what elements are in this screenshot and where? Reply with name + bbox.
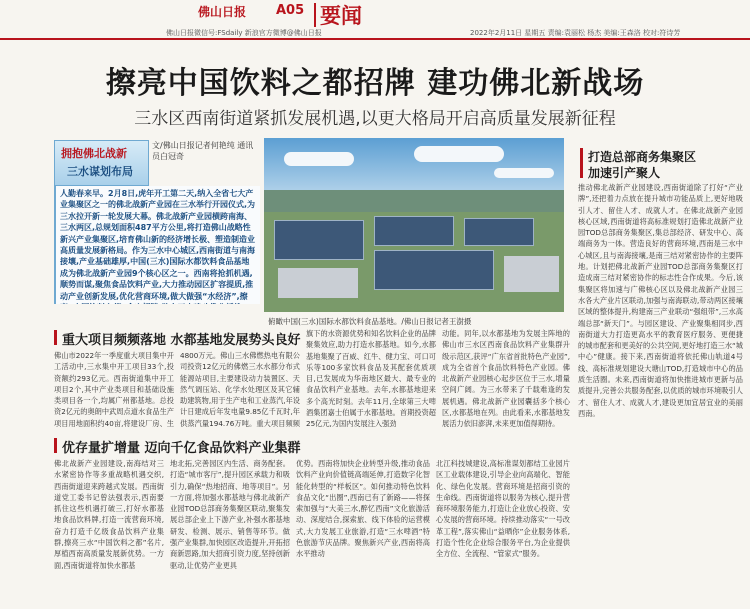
- section2-col4: 北江科技城建设,高标准谋划都结工业园片区工业载体建设,引导企业向高端化、智能化、绿色化发展。营商环境是招商引资的生命线。西南街道将以服务为核心,提升营商环境服务能力,打造让企业放心投资、安心发展的营商环境。持续推动落实“一号改革工程”,落实佛山“益晒你”企业服务体系,打造个性化企业综合服务平台,为企业提供全方位、全流程、“管家式”服务。: [436, 459, 570, 559]
- factory-roof: [464, 218, 534, 246]
- section1-title: 重大项目频频落地 水都基地发展势头良好: [62, 333, 301, 348]
- section-divider: [314, 3, 316, 27]
- section2-heading: [54, 436, 374, 456]
- section2-col1: 佛北战新产业园建设,南海结对三水紧密协作等多重战略机遇交织,西南街道迎来跨越式发展。西南街道党工委书记曾法强表示,西南要抓住这些机遇打破三,打好水都基地食品饮料牌,打造一流营商环境,奋力打造千亿级食品饮料产业集群,擦亮三水“中国饮料之都”名片,厚植西南高质量发展新优势。一方面,西南街道将加快水都基: [54, 459, 164, 570]
- main-headline: 擦亮中国饮料之都招牌 建功佛北新战场: [105, 66, 645, 101]
- masthead-rule: [0, 38, 750, 40]
- newspaper-logo: 佛山日报: [198, 5, 247, 19]
- factory-roof: [374, 250, 494, 290]
- section-name: 要闻: [320, 3, 362, 28]
- social-accounts: 佛山日报微信号:FSdaily 新浪官方微博@佛山日报: [166, 29, 322, 37]
- photo-caption: 俯瞰中国(三水)国际水都饮料食品基地。/佛山日报记者王澍摄: [264, 312, 564, 328]
- byline: 文/佛山日报记者何艳纯 通讯员白冠奇: [152, 141, 254, 161]
- factory-roof: [374, 216, 454, 246]
- factory-roof: [504, 256, 559, 292]
- right-column-body: 推动佛北战新产业园建设,西南街道除了打好“产业牌”,还把着力点放在提升城市功能品质上,更好地吸引人才、留住人才、成就人才。在佛北战新产业园核心区域,西南街道将高标准规划打造佛北战新产业园TOD总部商务集聚区,集总部经济、研发中心、高端商务为一体。营造良好的营商环境,西南是三水中心城区,且与南海接壤,是南三结对紧密协作的主要阵地。计划把佛北战新产业园TOD总部商务集聚区打造成南三结对紧密协作的标志性合作成果。今后,该集聚区将加速与广佛核心区以及佛北战新产业园三水各大产业片区联动,加强与南海联动,带动两区接壤区域的整体提升,构建南三产业联动“强组带”,三水高端总部“新天门”。与园区建设、产业聚集相同步,西南街道大力打造更高水平的教育医疗服务、更便捷的城市配套和更美好的公共空间,更好地打造三水“城中心”健康。接下来,西南街道将依托佛山轨道4号线、高标准规划建设大塘山TOD,打造城市中心的品质生活圈。未来,西南街道将加快推进城市更新与品质提升,完善公共服务配套,以优质的城市环境吸引人才、留住人才、成就人才,建设更加宜居宜业的美丽西南。: [578, 183, 743, 418]
- lead-paragraph: 人勤春来早。2月8日,虎年开工第二天,纳入全省七大产业集聚区之一的佛北战新产业园在三水举行开园仪式,为三水拉开新一轮发展大幕。佛北战新产业园横跨南海、三水两区,总规划面积487平方公里,将打造佛山战略性新兴产业集聚区,培育佛山新的经济增长极、塑造制造业高质量发展新格局。作为三水中心城区,西南街道与南海接壤,产业基础雄厚,中国(三水)国际水都饮料食品基地成为佛北战新产业园9个核心区之一。西南将抢抓机遇,顺势而谋,聚焦食品饮料产业,大力推动园区扩容提质,推动产业创新发展,优化营商环境,做大做强“水经济”,擦: [54, 186, 260, 304]
- page-number: A05: [276, 3, 305, 18]
- feature-box-line1: 拥抱佛北战新: [61, 147, 127, 160]
- factory-roof: [274, 220, 364, 260]
- section1-col4: 动能。同年,以水都基地为发展主阵地的佛山市三水区西南食品饮料产业集群升级示范区,获评“广东省首批特色产业园”,成为全省首个食品饮料特色产业园。佛北战新产业园核心起步区位于三水,增量空间广阔。为三水带来了千载难逢的发展机遇。佛北战新产业园囊括多个核心区,水都基地在列。由此看来,水都基地发展活力依旧澎湃,未来更加值得期待。: [442, 329, 570, 429]
- sub-headline: 三水区西南街道紧抓发展机遇,以更大格局开启高质量发展新征程: [134, 109, 616, 129]
- masthead: [0, 0, 750, 40]
- section2-col2: 地北拓,完善园区内生活、商务配套。打造“城市客厅”,提升园区承载力和吸引力,确保“热地招商、地等项目”。另一方面,将加强水都基地与佛北战新产业园TOD总部商务集聚区联动,聚集发展总部企业上下游产业,补强水都基地研发、检测、展示、销售等环节。做强产业集群,加快园区改造提升,开拓招商新思路,加大招商引资力度,坚持创新驱动,让优势产业更具: [170, 459, 290, 570]
- heading-bar: [54, 438, 57, 453]
- photo-cloud: [414, 146, 504, 162]
- issue-date-line: 2022年2月11日 星期五 责编:袁丽松 杨杰 美编:王森洛 校对:符诗芳: [470, 29, 681, 37]
- section1-col2: 4800万元。佛山三水佛燃热电有限公司投资12亿元的佛燃三水水都分布式能源站项目,主要建设动力装置区、天然气调压站、化学水处理区及其它辅助建筑物,用于生产电和工业蒸汽,年设计日建成后年发电量9.85亿千瓦时,年供蒸汽量194.76万吨。重大项目频频: [180, 351, 300, 428]
- right-heading-line1: 打造总部商务集聚区: [588, 150, 697, 164]
- section1-col1: 佛山市2022年一季度重大项目集中开工活动中,三水集中开工项目33个,投资额约293亿元。西南街道集中开工项目2个,其中产业类项目和基础设施类项目各一个,均属广州都基地。总投资2亿元的奥朗中武周点道水食品生产项目用地面积约40亩,将建设厂房、生: [54, 351, 174, 428]
- section2-title: 优存量扩增量 迈向千亿食品饮料产业集群: [62, 441, 301, 456]
- right-heading-line2: 加速引产聚人: [588, 166, 661, 180]
- heading-bar: [54, 330, 57, 345]
- photo-cloud: [284, 152, 354, 166]
- photo-hills: [264, 190, 564, 212]
- factory-roof: [278, 268, 358, 298]
- feature-box-line2: 三水谋划布局: [67, 165, 133, 178]
- heading-bar: [580, 148, 583, 178]
- section2-col3: 优势。西南将加快企业转型升级,推动食品饮料产业向价值链高端延伸,打造数字化智能化转型的“样板区”。如何推动特色饮料食品文化“出圈”,西南已有了新路——将探索加强与“大美三水,醉忆西南”文化旅游活动、深度结合,探索旅、线下体验的运营模式,大力发展工业旅游,打造“三水啤酒”特色旅游节庆品牌。聚焦新兴产业,西南将高水平推动: [296, 459, 430, 559]
- section1-col3: 旗下的水资源优势和知名饮料企业的品牌聚集效应,助力打造水都基地。如今,水都基地集聚了百威、红牛、健力宝、可口可乐等100多家饮料食品及其配套优质项目,已发展成为华南地区最大、最专业的食品饮料产业基地。去年,水都基地迎来多个高光时刻。去年11月,全球第三大啤酒集团嘉士伯属于水都基地。首期投资超25亿元,为国内发展注入强劲: [306, 329, 436, 429]
- feature-box-title: [54, 140, 149, 186]
- aerial-photo: [264, 138, 564, 328]
- photo-cloud: [494, 168, 554, 178]
